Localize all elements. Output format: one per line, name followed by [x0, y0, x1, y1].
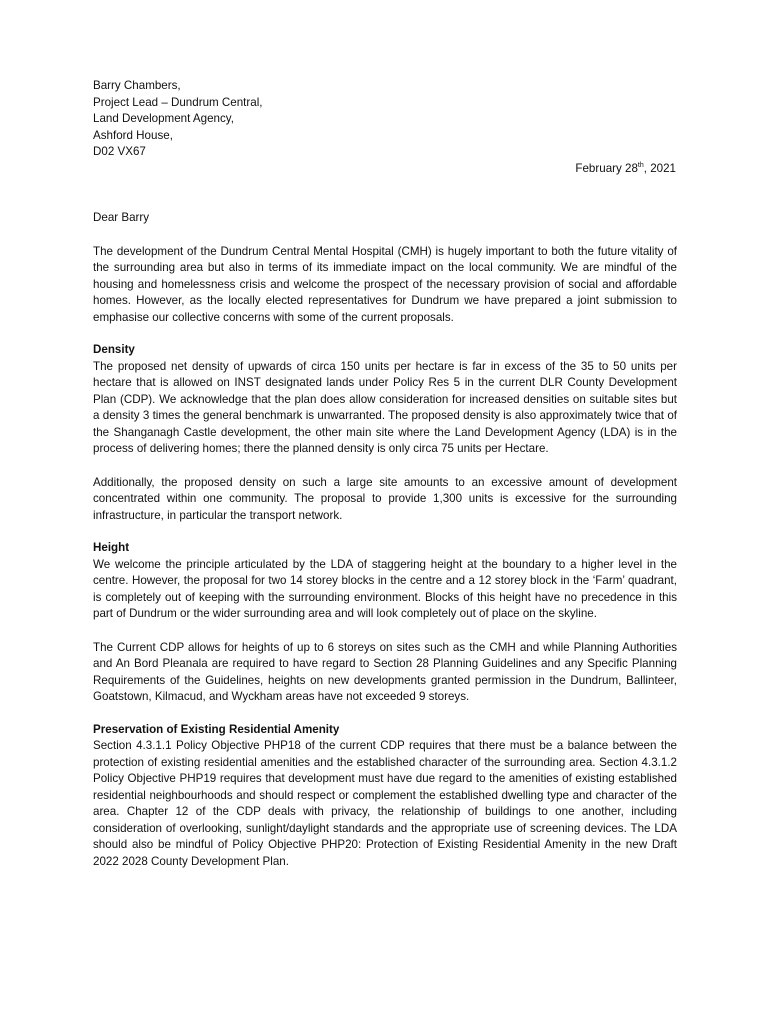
- recipient-address: [93, 78, 677, 161]
- date-year: , 2021: [643, 161, 676, 175]
- letter-date: [93, 161, 677, 178]
- recipient-building: Ashford House,: [93, 128, 173, 142]
- density-paragraph-2: Additionally, the proposed density on such a large site amounts to an excessive amount of development concentrated within one community. The proposal to provide 1,300 units is excessive for the surrounding infrastructure, in particular the transport network.: [93, 475, 677, 522]
- recipient-organisation: Land Development Agency,: [93, 112, 234, 125]
- amenity-paragraph-1: Section 4.3.1.1 Policy Objective PHP18 of the current CDP requires that there must be a balance between the protection of existing residential amenities and the established character of the surrounding area. Section 4.3.1.2 Policy Objective PHP19 requires that development must have due regard to the amenities of existing established residential neighbourhoods and should respect or complement the established dwelling type and character of the area. Chapter 12 of the CDP deals with privacy, the relationship of buildings to one another, including consideration of overlooking, sunlight/daylight standards and the appropriate use of screening devices. The LDA should also be mindful of Policy Objective PHP20: Protection of Existing Residential Amenity in the new Draft 2022 2028 County Development Plan.: [93, 739, 677, 868]
- intro-paragraph: The development of the Dundrum Central Mental Hospital (CMH) is hugely important to both the future vitality of the surrounding area but also in terms of its immediate impact on the local community. We are mindful of the housing and homelessness crisis and welcome the prospect of the necessary provision of social and affordable homes. However, as the locally elected representatives for Dundrum we have prepared a joint submission to emphasise our collective concerns with some of the current proposals.: [93, 244, 677, 324]
- salutation: Dear Barry: [93, 211, 150, 224]
- amenity-heading: Preservation of Existing Residential Amenity: [93, 722, 340, 736]
- density-paragraph-1: The proposed net density of upwards of circa 150 units per hectare is far in excess of the 35 to 50 units per hectare that is allowed on INST designated lands under Policy Res 5 in the current DLR County Development Plan (CDP). We acknowledge that the plan does allow consideration for increased densities on suitable sites but a density 3 times the general benchmark is unwarranted. The proposed density is also approximately twice that of the Shanganagh Castle development, the other main site where the Land Development Agency (LDA) is in the process of delivering homes; there the planned density is only circa 75 units per Hectare.: [93, 359, 677, 455]
- recipient-postcode: D02 VX67: [93, 145, 146, 158]
- height-paragraph-1: We welcome the principle articulated by the LDA of staggering height at the boundary to a higher level in the centre. However, the proposal for two 14 storey blocks in the centre and a 12 storey block in the ‘Farm’ quadrant, is completely out of keeping with the surrounding environment. Blocks of this height have no precedence in this part of Dundrum or the wider surrounding area and will look completely out of place on the skyline.: [93, 557, 677, 620]
- date-month-day: February 28: [575, 161, 638, 175]
- height-heading: Height: [93, 541, 130, 554]
- date-suffix: th: [637, 161, 644, 169]
- density-heading: Density: [93, 343, 135, 356]
- letter-page: [93, 78, 677, 870]
- recipient-name: Barry Chambers,: [93, 79, 181, 92]
- height-paragraph-2: The Current CDP allows for heights of up to 6 storeys on sites such as the CMH and while Planning Authorities and An Bord Pleanala are required to have regard to Section 28 Planning Guidelines and any Specific Planning Requirements of the Guidelines, heights on new developments granted permission in the Dundrum, Ballinteer, Goatstown, Kilmacud, and Wyckham areas have not exceeded 9 storeys.: [93, 640, 677, 703]
- recipient-title: Project Lead – Dundrum Central,: [93, 95, 263, 109]
